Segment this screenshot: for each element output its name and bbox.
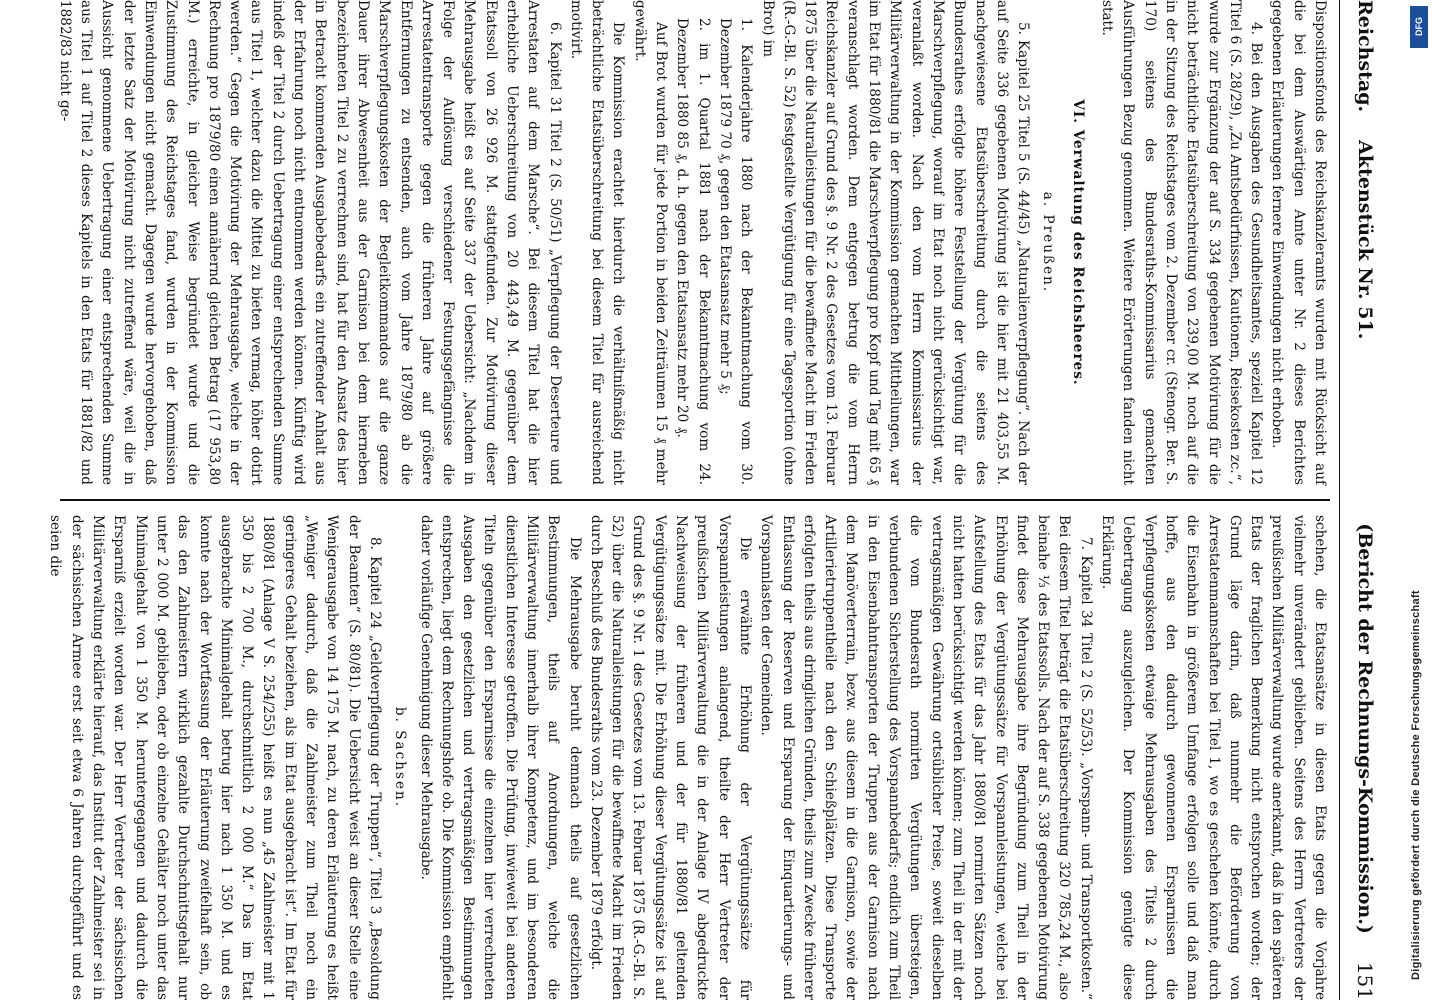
dfg-logo: DFG: [1410, 6, 1428, 48]
paragraph: Dispositionsfonds des Reichskanzleramts wurden mit Rücksicht auf die bei dem Auswärtigen Amte unter Nr. 2 dieses Berichtes gegebenen Erläuterungen fernere Einwendungen nicht erhoben.: [1269, 0, 1328, 485]
right-column: [47, 515, 1330, 1000]
paragraph: 5. Kapitel 25 Titel 5 (S. 44/45) „Naturalienverpflegung“. Nach der auf Seite 336 gegebenen Motivirung ist die hier mit 21 403,55 M. nachgewiesene Etatsüberschreitung durch die seitens des Bundesrathes erfolgte höhere Feststellung der Vergütung für die Marschverpflegung, worauf im Etat noch nicht gerücksichtigt war, veranlaßt worden. Nach den vom Herrn Kommissarius der Militärverwaltung in der Kommission gemachten Mittheilungen, war im Etat für 1880/81 die Marschverpflegung pro Kopf und Tag mit 65 ₰ veranschlagt worden. Dem entgegen betrug die vom Herrn Reichskanzler auf Grund des §. 9 Nr. 2 des Gesetzes vom 13. Februar 1875 über die Naturalleistungen für die bewaffnete Macht im Frieden (R.-G.-Bl. S. 52) festgestellte Vergütigung für eine Tagesportion (ohne Brot) im: [759, 0, 1032, 485]
paragraph: schehen, die Etatsansätze in diesen Etats gegen die Vorjahre vielmehr unverändert geblieben. Seitens des Herrn Vertreters der preußischen Militärverwaltung wurde anerkannt, daß in den späteren Etats der fraglichen Bemerkung nicht entsprochen worden; der Grund läge darin, daß nunmehr die Beförderung von Arrestatenmannschaften bei Titel 1, wo es geschehen könnte, durch die Eisenbahn in größerem Umfange erfolgen solle und daß man hoffe, aus den dadurch gewonnenen Ersparnissen die Verpflegungskosten etwaige Mehrausgaben des Titels 2 durch Uebertragung auszugleichen. Der Kommission genügte diese Erklärung.: [1099, 515, 1328, 1000]
paragraph: Die Mehrausgabe beruht demnach theils auf gesetzlichen Bestimmungen, theils auf Anordnungen, welche die Militärverwaltung innerhalb ihrer Kompetenz, und im besonderen dienstlichen Interesse getroffen. Die Prüfung, inwieweit bei anderen Titeln gegenüber den Ersparnisse die einzelnen hier verrechneten Ausgaben den gesetzlichen und vertragsmäßigen Bestimmungen entsprechen, liegt dem Rechnungshofe ob. Die Kommission empfiehlt daher vorläufige Genehmigung dieser Mehrausgabe.: [417, 515, 583, 1000]
digitization-note: Digitalisierung gefördert durch die Deutsche Forschungsgemeinschaft: [1410, 590, 1422, 980]
header-left-title: Reichstag.: [1354, 0, 1376, 113]
header-report-title: (Bericht der Rechnungs-Kommission.): [1354, 523, 1376, 934]
paragraph: 7. Kapitel 34 Titel 2 (S. 52/53). „Vorspann- und Transportkosten.“ Bei diesem Titel beträgt die Etatsüberschreitung 320 785,24 M., also beinahe ⅓ des Etatssolls. Nach der auf S. 338 gegebenen Motivirung findet diese Mehrausgabe ihre Begründung zum Theil in der Erhöhung der Vergütungssätze für Vorspannleistungen, welche bei Aufstellung des Etats für das Jahr 1880/81 normirten Sätzen noch nicht hatten berücksichtigt werden können; zum Theil in der mit der vertragsmäßigen Gewährung ortsüblicher Preise, soweit dieselben die vom Bundesrath normirten Vergütungen übersteigen, verbundenen Sicherstellung des Vorspannbedarfs; endlich zum Theil in den Eisenbahntransporten der Truppen aus der Garnison nach dem Manöverterrain, bezw. aus diesem in die Garnison, sowie der Artillerietruppentheile nach den Schießplätzen. Diese Transporte erfolgten theils aus dringlichen Gründen, theils zum Zwecke früherer Entlassung der Reserven und Ersparung der Einquartierungs- und Vorspannlasten der Gemeinden.: [758, 515, 1094, 1000]
paragraph: Die erwähnte Erhöhung der Vergütungssätze für Vorspannleistungen anlangend, theilte der Herr Vertreter der preußischen Militärverwaltung die in der Anlage IV abgedruckte Nachweisung der früheren und der für 1880/81 geltenden Vergütigungssätze mit. Die Erhöhung dieser Vergütungssätze ist auf Grund des §. 9 Nr. 1 des Gesetzes vom 13. Februar 1875 (R.-G.-Bl. S. 52) über die Naturalleistungen für die bewaffnete Macht im Frieden durch Beschluß des Bundesraths vom 23. Dezember 1879 erfolgt.: [587, 515, 753, 1000]
paragraph: Auf Brot wurden für jede Portion in beiden Zeiträumen 15 ₰ mehr gewährt.: [631, 0, 670, 485]
header-aktenstueck: Aktenstück Nr. 51.: [1354, 140, 1376, 340]
section-heading: VI. Verwaltung des Reichsheeres.: [1069, 99, 1086, 386]
left-column: [56, 0, 1330, 485]
paragraph: 4. Bei den Ausgaben des Gesundheitsamtes, speziell Kapitel 12 Titel 6 (S. 28/29), „Zu Amtsbedürfnissen, Kautionen, Reisekosten zc.“, wurde zur Ergänzung der auf S. 334 gegebenen Motivirung für die nicht beträchtliche Etatsüberschreitung von 239,00 M. noch auf die in der Sitzung des Reichstages vom 2. Dezember cr. (Stenogr. Ber. S. 170) seitens des Bundesraths-Kommissarius gemachten Ausführungen Bezug genommen. Weitere Erörterungen fanden nicht statt.: [1099, 0, 1265, 485]
subsection-heading: a. Preußen.: [1040, 191, 1057, 294]
page-number: 151: [1353, 961, 1377, 1000]
paragraph: 8. Kapitel 24 „Geldverpflegung der Truppen“, Titel 3 „Besoldung der Beamten“ (S. 80/81). Die Uebersicht weist an dieser Stelle eine Wenigerausgabe von 14 175 M. nach, zu deren Erläuterung es heißt „Weniger dadurch, daß die Zahlmeister zum Theil noch ein geringeres Gehalt beziehen, als im Etat ausgebracht ist“. Im Etat für 1880/81 (Anlage V S. 254/255) heißt es nun „45 Zahlmeister mit 1 350 bis 2 700 M., durchschnittlich 2 000 M.“ Das im Etat ausgebrachte Minimalgehalt betrug hier nach 1 350 M. und es konnte nach der Wortfassung der Erläuterung zweifelhaft sein, ob das den Zahlmeistern wirklich gezahlte Durchschnittsgehalt nur unter 2 000 M. geblieben, oder ob einzelne Gehälter noch unter das Minimalgehalt von 1 350 M. heruntergegangen und dadurch die Ersparniß erzielt worden war. Der Herr Vertreter der sächsischen Militärverwaltung erklärte hierauf, das Institut der Zahlmeister sei in der sächsischen Armee erst seit etwa 6 Jahren durchgeführt und es seien die: [47, 515, 383, 1000]
digitization-sidebar: [1402, 0, 1432, 1000]
paragraph: 6. Kapitel 31 Titel 2 (S. 50/51) „Verpflegung der Deserteure und Arrestaten auf dem Marsche“. Bei diesem Titel hat die hier erhebliche Ueberschreitung von 20 443,49 M. gegenüber dem Etatssoll von 26 926 M. stattgefunden. Zur Motivirung dieser Mehrausgabe heißt es auf Seite 337 der Uebersicht: „Nachdem in Folge der Auflösung verschiedener Festungsgefängnisse die Arrestatentransporte gegen die früheren Jahre auf größere Entfernungen zu entsenden, auch vom Jahre 1879/80 ab die Marschverpflegungskosten der Begleitkommandos auf die ganze Dauer ihrer Abwesenheit aus der Garnison bei dem hierneben bezeichneten Titel 2 zu verrechnen sind, hat für den Ansatz des hier in Betracht kommenden Ausgabebedarfs ein zutreffender Anhalt aus der Erfahrung noch nicht entnommen werden können. Künftig wird indeß der Titel 2 durch Uebertragung einer entsprechenden Summe aus Titel 1, welcher dazu die Mittel zu bieten vermag, höher dotirt werden.“ Gegen die Motivirung der Mehrausgabe, welche in der Rechnung pro 1879/80 einen annähernd gleichen Betrag (17 953,80 M.) erreichte, in gleicher Weise begründet wurde und die Zustimmung des Reichstages fand, wurden in der Kommission Einwendungen nicht gemacht. Dagegen wurde hervorgehoben, daß der letzte Satz der Motivirung nicht zutreffend wäre, weil die in Aussicht genommene Uebertragung einer entsprechenden Summe aus Titel 1 auf Titel 2 dieses Kapitels in den Etats für 1881/82 und 1882/83 nicht ge-: [56, 0, 563, 485]
page-header: [1339, 0, 1390, 1000]
list-item: 2. im 1. Quartal 1881 nach der Bekanntmachung vom 24. Dezember 1880 85 ₰, d. h. gegen den Etatsansatz mehr 20 ₰.: [674, 18, 712, 485]
column-divider: [60, 499, 1330, 500]
subsection-heading: b. Sachsen.: [392, 706, 409, 809]
rotated-page-content: [47, 0, 1390, 1000]
paragraph: Die Kommission erachtet hierdurch die verhältnißmäßig nicht beträchtliche Etatsüberschreitung bei diesem Titel für ausreichend motivirt.: [567, 0, 627, 485]
list-item: 1. Kalenderjahre 1880 nach der Bekanntmachung vom 30. Dezember 1879 70 ₰, gegen den Etatsansatz mehr 5 ₰;: [716, 18, 755, 485]
